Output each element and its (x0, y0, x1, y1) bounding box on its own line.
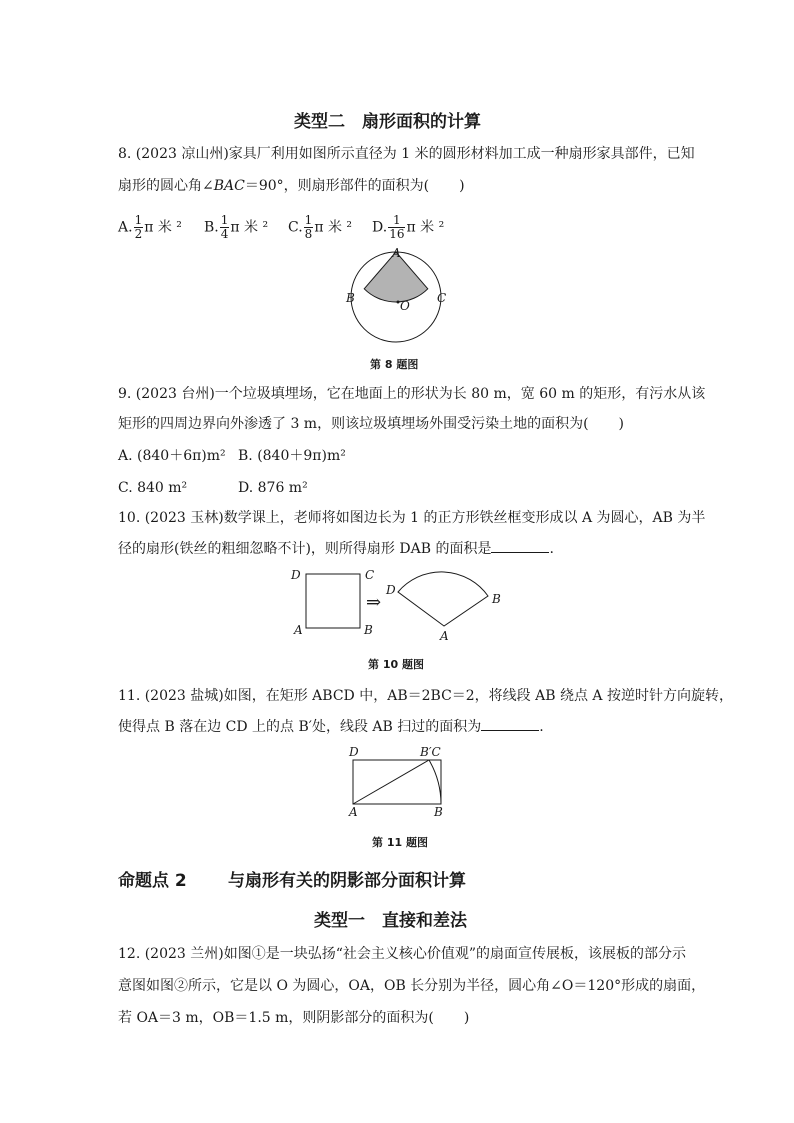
fraction (388, 214, 405, 241)
option-unit: π 米 ² (144, 219, 182, 236)
swept-arc (429, 760, 441, 804)
option-letter: D. (372, 219, 388, 236)
square (306, 574, 360, 628)
q8-line2-text-c: ＝90°，则扇形部件的面积为( (244, 178, 430, 194)
q10-line2-text: 径的扇形(铁丝的粗细忽略不计)，则所得扇形 DAB 的面积是 (118, 541, 492, 557)
label-a: A (392, 246, 401, 260)
fraction (134, 214, 144, 241)
label-c: C (437, 291, 447, 305)
q9-line1: 9. (2023 台州)一个垃圾填埋场，它在地面上的形状为长 80 m，宽 60 m 的矩形，有污水从该 (118, 386, 706, 402)
q9-option-b[interactable]: B. (840＋9π)m² (238, 448, 346, 464)
q12-line1: 12. (2023 兰州)如图①是一块弘扬“社会主义核心价值观”的扇面宣传展板，该展板的部分示 (118, 946, 687, 962)
rectangle-abcd (353, 760, 441, 804)
answer-blank[interactable] (491, 538, 549, 553)
q11-line2-text: 使得点 B 落在边 CD 上的点 B′处，线段 AB 扫过的面积为 (118, 719, 482, 735)
q12-close-paren: ) (463, 1010, 470, 1026)
q11-caption: 第 11 题图 (372, 836, 428, 849)
label-b: B (364, 623, 373, 637)
label-d: D (349, 745, 359, 759)
option-letter: B. (204, 219, 219, 236)
denominator: 8 (304, 227, 313, 241)
label-a: A (349, 805, 358, 819)
fraction (304, 214, 314, 241)
q10-figure (284, 562, 508, 646)
option-letter: C. (288, 219, 303, 236)
q8-figure (340, 244, 450, 348)
label-b-prime-c: B′C (420, 745, 441, 759)
option-unit: π 米 ² (406, 219, 445, 236)
q8-caption: 第 8 题图 (370, 358, 419, 371)
q8-option-b[interactable] (204, 214, 268, 241)
section-title: 类型二 扇形面积的计算 (294, 112, 481, 132)
option-letter: A. (118, 219, 133, 236)
denominator: 2 (134, 227, 143, 241)
label-o: O (400, 299, 410, 313)
q8-angle-name: BAC (213, 178, 245, 194)
q8-close-paren: ) (459, 178, 465, 194)
q8-line2 (118, 176, 465, 196)
option-unit: π 米 ² (230, 219, 269, 236)
numerator: 1 (388, 214, 405, 228)
q9-option-d[interactable]: D. 876 m² (238, 480, 308, 496)
denominator: 16 (389, 227, 405, 241)
q9-line2-text: 矩形的四周边界向外渗透了 3 m，则该垃圾填埋场外围受污染土地的面积为( (118, 416, 589, 432)
q12-line3 (118, 1008, 469, 1028)
label-d2: D (386, 583, 396, 597)
label-d: D (291, 568, 301, 582)
fraction (220, 214, 230, 241)
q10-line1: 10. (2023 玉林)数学课上，老师将如图边长为 1 的正方形铁丝框变形成以 A 为圆心，AB 为半 (118, 510, 706, 526)
q11-figure (340, 742, 460, 820)
label-c: C (365, 568, 375, 582)
denominator: 4 (220, 227, 229, 241)
label-b: B (434, 805, 443, 819)
segment-ab-prime (353, 760, 429, 804)
q12-line3-text: 若 OA＝3 m，OB＝1.5 m，则阴影部分的面积为( (118, 1010, 434, 1026)
q9-close-paren: ) (618, 416, 625, 432)
q10-caption: 第 10 题图 (368, 658, 424, 671)
numerator: 1 (220, 213, 229, 227)
q10-period: . (549, 541, 554, 557)
numerator: 1 (304, 213, 313, 227)
numerator: 1 (134, 213, 143, 227)
transform-arrow-icon: ⇒ (366, 592, 382, 613)
q11-period: . (539, 719, 544, 735)
answer-blank[interactable] (481, 716, 539, 731)
q8-option-c[interactable] (288, 214, 352, 241)
topic-label: 命题点 2 (118, 871, 187, 891)
q9-line2 (118, 414, 624, 434)
q8-line1: 8. (2023 凉山州)家具厂利用如图所示直径为 1 米的圆形材料加工成一种扇形家具部件，已知 (118, 146, 695, 162)
q11-line1: 11. (2023 盐城)如图，在矩形 ABCD 中，AB＝2BC＝2，将线段 AB 绕点 A 按逆时针方向旋转， (118, 688, 733, 704)
q9-option-a[interactable]: A. (840＋6π)m² (118, 448, 226, 464)
section-title-2: 类型一 直接和差法 (314, 911, 467, 931)
label-a2: A (440, 629, 449, 643)
label-b: B (346, 291, 355, 305)
label-b2: B (492, 592, 501, 606)
label-a: A (294, 623, 303, 637)
q8-option-d[interactable] (372, 214, 444, 241)
q12-line2: 意图如图②所示，它是以 O 为圆心，OA，OB 长分别为半径，圆心角∠O＝120°形成的扇面， (118, 978, 706, 994)
q10-line2 (118, 538, 554, 559)
sector-dab (398, 572, 488, 626)
q8-option-a[interactable] (118, 214, 182, 241)
q11-line2 (118, 716, 544, 737)
q9-option-c[interactable]: C. 840 m² (118, 480, 188, 496)
topic-title: 与扇形有关的阴影部分面积计算 (228, 871, 466, 891)
option-unit: π 米 ² (314, 219, 353, 236)
q8-line2-text-a: 扇形的圆心角∠ (118, 178, 214, 194)
